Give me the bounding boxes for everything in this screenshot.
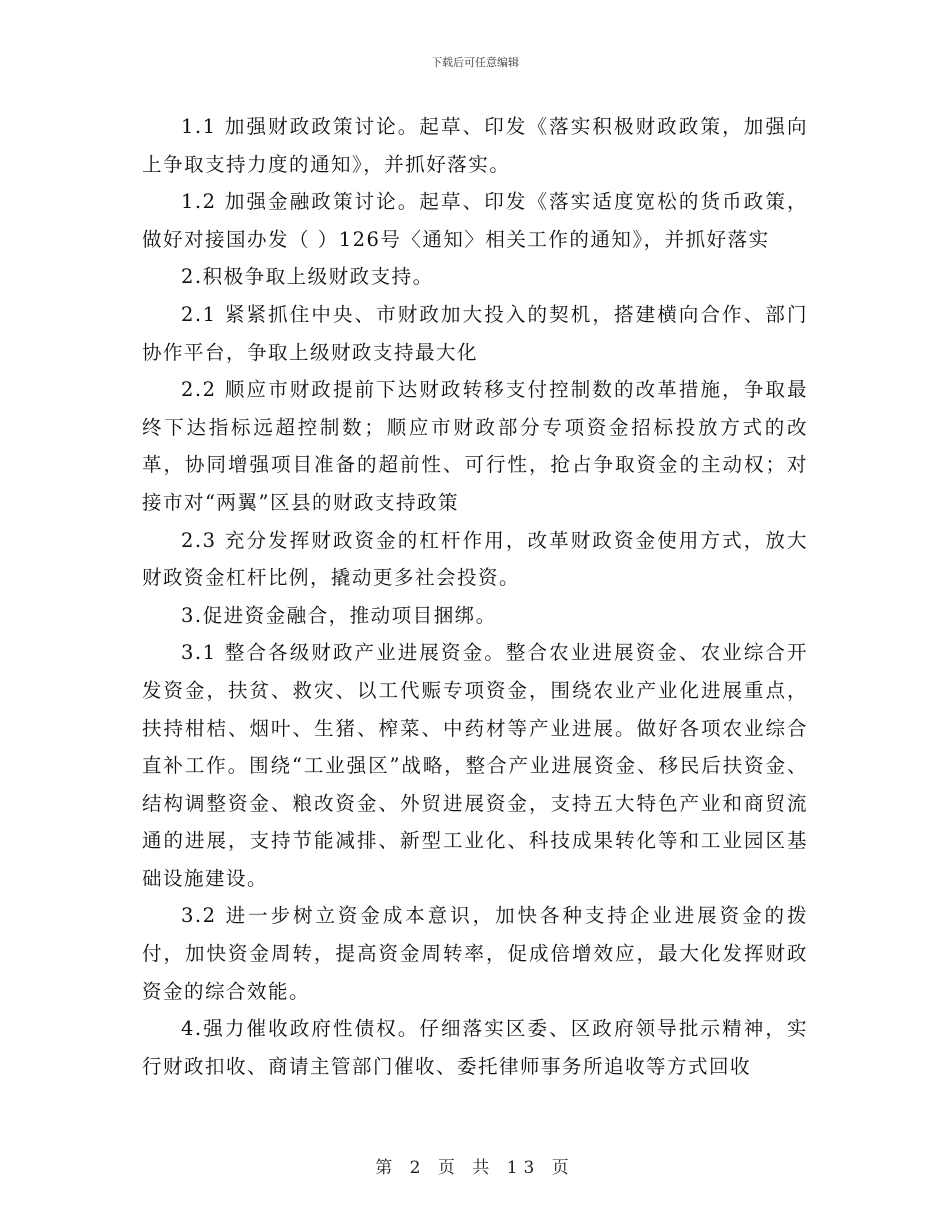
paragraph-4: 4.强力催收政府性债权。仔细落实区委、区政府领导批示精神，实行财政扣收、商请主管部门催收、委托律师事务所追收等方式回收 (142, 1017, 808, 1078)
paragraph-1-1: 1.1 加强财政政策讨论。起草、印发《落实积极财政政策，加强向上争取支持力度的通知》，并抓好落实。 (142, 115, 808, 176)
paragraph-3: 3.促进资金融合，推动项目捆绑。 (181, 603, 497, 627)
paragraph-3-1: 3.1 整合各级财政产业进展资金。整合农业进展资金、农业综合开发资金，扶贫、救灾、以工代赈专项资金，围绕农业产业化进展重点，扶持柑桔、烟叶、生猪、榨菜、中药材等产业进展。做好各项农业综合直补工作。围绕“工业强区”战略，整合产业进展资金、移民后扶资金、结构调整资金、粮改资金、外贸进展资金，支持五大特色产业和商贸流通的进展，支持节能减排、新型工业化、科技成果转化等和工业园区基础设施建设。 (142, 641, 808, 890)
paragraph-2-2: 2.2 顺应市财政提前下达财政转移支付控制数的改革措施，争取最终下达指标远超控制数；顺应市财政部分专项资金招标投放方式的改革，协同增强项目准备的超前性、可行性，抢占争取资金的主动权；对接市对“两翼”区县的财政支持政策 (142, 378, 808, 514)
paragraph-2: 2.积极争取上级财政支持。 (181, 265, 434, 289)
paragraph-2-1: 2.1 紧紧抓住中央、市财政加大投入的契机，搭建横向合作、部门协作平台，争取上级财政支持最大化 (142, 302, 808, 364)
document-body (142, 108, 808, 1085)
paragraph-2-3: 2.3 充分发挥财政资金的杠杆作用，改革财政资金使用方式，放大财政资金杠杆比例，撬动更多社会投资。 (142, 528, 808, 590)
paragraph-1-2: 1.2 加强金融政策讨论。起草、印发《落实适度宽松的货币政策，做好对接国办发（ ）126号〈通知〉相关工作的通知》，并抓好落实 (142, 190, 808, 251)
page-number-footer: 第 2 页 共 13 页 (375, 1158, 575, 1178)
paragraph-3-2: 3.2 进一步树立资金成本意识，加快各种支持企业进展资金的拨付，加快资金周转，提高资金周转率，促成倍增效应，最大化发挥财政资金的综合效能。 (142, 904, 808, 1003)
page-header: 下载后可任意编辑 (431, 56, 519, 69)
